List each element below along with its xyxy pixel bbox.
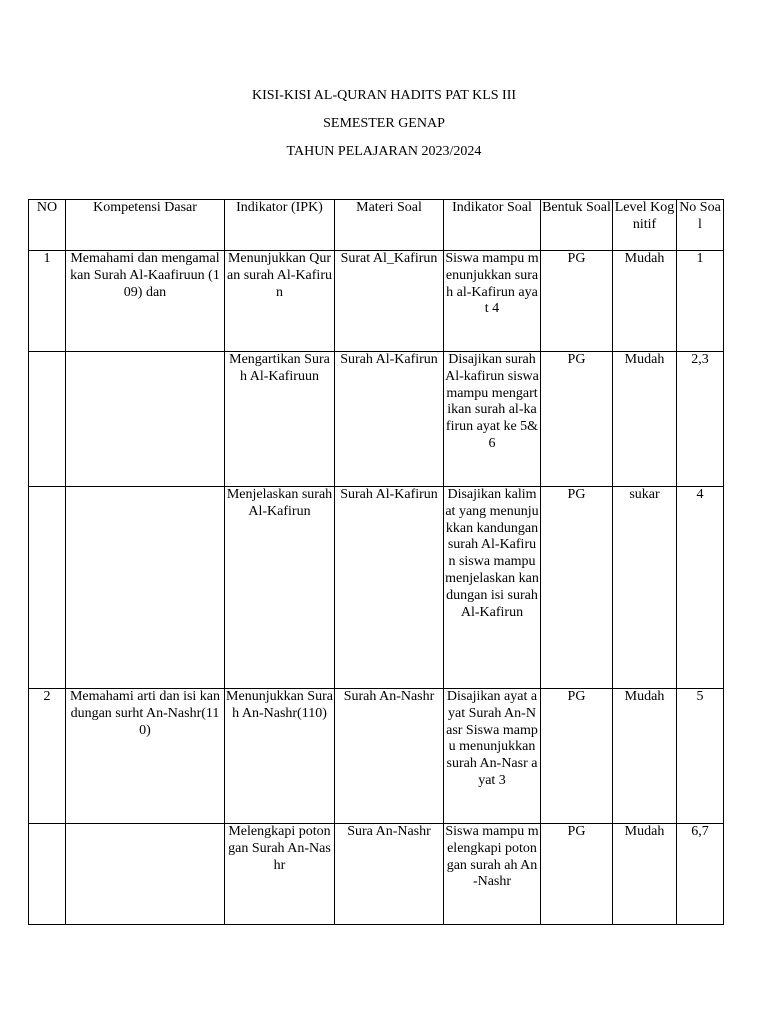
cell-kompetensi-dasar: Memahami dan mengamalkan Surah Al-Kaafiruun (109) dan — [66, 251, 225, 352]
header-indikator-ipk: Indikator (IPK) — [225, 200, 335, 251]
cell-materi-soal: Sura An-Nashr — [335, 824, 444, 925]
header-bentuk-soal: Bentuk Soal — [541, 200, 613, 251]
header-no: NO — [29, 200, 66, 251]
table-row — [29, 487, 724, 689]
cell-bentuk-soal: PG — [541, 352, 613, 487]
cell-kompetensi-dasar — [66, 352, 225, 487]
cell-bentuk-soal: PG — [541, 487, 613, 689]
cell-no: 1 — [29, 251, 66, 352]
table-row — [29, 824, 724, 925]
header-no-soal: No Soal — [677, 200, 724, 251]
cell-indikator-ipk: Menunjukkan Surah An-Nashr(110) — [225, 689, 335, 824]
table-header-row — [29, 200, 724, 251]
cell-level-kognitif: sukar — [613, 487, 677, 689]
cell-indikator-ipk: Menunjukkan Quran surah Al-Kafirun — [225, 251, 335, 352]
document-school-year: TAHUN PELAJARAN 2023/2024 — [286, 144, 482, 159]
document-title: KISI-KISI AL-QURAN HADITS PAT KLS III — [251, 88, 517, 103]
cell-bentuk-soal: PG — [541, 251, 613, 352]
cell-materi-soal: Surah An-Nashr — [335, 689, 444, 824]
cell-no — [29, 487, 66, 689]
document-semester: SEMESTER GENAP — [323, 116, 445, 131]
cell-kompetensi-dasar — [66, 487, 225, 689]
cell-no-soal: 6,7 — [677, 824, 724, 925]
header-kompetensi-dasar: Kompetensi Dasar — [66, 200, 225, 251]
header-indikator-soal: Indikator Soal — [444, 200, 541, 251]
cell-bentuk-soal: PG — [541, 689, 613, 824]
cell-indikator-soal: Disajikan ayat ayat Surah An-Nasr Siswa mampu menunjukkan surah An-Nasr ayat 3 — [444, 689, 541, 824]
kisi-kisi-table — [28, 199, 724, 925]
cell-bentuk-soal: PG — [541, 824, 613, 925]
cell-materi-soal: Surat Al_Kafirun — [335, 251, 444, 352]
cell-kompetensi-dasar — [66, 824, 225, 925]
cell-level-kognitif: Mudah — [613, 689, 677, 824]
cell-no-soal: 5 — [677, 689, 724, 824]
cell-level-kognitif: Mudah — [613, 251, 677, 352]
cell-no-soal: 4 — [677, 487, 724, 689]
cell-kompetensi-dasar: Memahami arti dan isi kandungan surht An-Nashr(110) — [66, 689, 225, 824]
header-materi-soal: Materi Soal — [335, 200, 444, 251]
cell-materi-soal: Surah Al-Kafirun — [335, 487, 444, 689]
table-row — [29, 689, 724, 824]
cell-materi-soal: Surah Al-Kafirun — [335, 352, 444, 487]
cell-indikator-soal: Siswa mampu melengkapi potongan surah ah An-Nashr — [444, 824, 541, 925]
cell-indikator-soal: Disajikan kalimat yang menunjukkan kandungan surah Al-Kafirun siswa mampu menjelaskan kandungan isi surah Al-Kafirun — [444, 487, 541, 689]
table-row — [29, 352, 724, 487]
cell-no: 2 — [29, 689, 66, 824]
table-row — [29, 251, 724, 352]
cell-indikator-ipk: Mengartikan Surah Al-Kafiruun — [225, 352, 335, 487]
cell-indikator-soal: Siswa mampu menunjukkan surah al-Kafirun ayat 4 — [444, 251, 541, 352]
cell-no — [29, 824, 66, 925]
cell-level-kognitif: Mudah — [613, 824, 677, 925]
cell-no-soal: 1 — [677, 251, 724, 352]
document-title-block — [0, 88, 768, 172]
cell-indikator-ipk: Melengkapi potongan Surah An-Nashr — [225, 824, 335, 925]
header-level-kognitif: Level Kognitif — [613, 200, 677, 251]
cell-level-kognitif: Mudah — [613, 352, 677, 487]
cell-no-soal: 2,3 — [677, 352, 724, 487]
cell-no — [29, 352, 66, 487]
cell-indikator-soal: Disajikan surah Al-kafirun siswa mampu mengartikan surah al-kafirun ayat ke 5& 6 — [444, 352, 541, 487]
cell-indikator-ipk: Menjelaskan surah Al-Kafirun — [225, 487, 335, 689]
